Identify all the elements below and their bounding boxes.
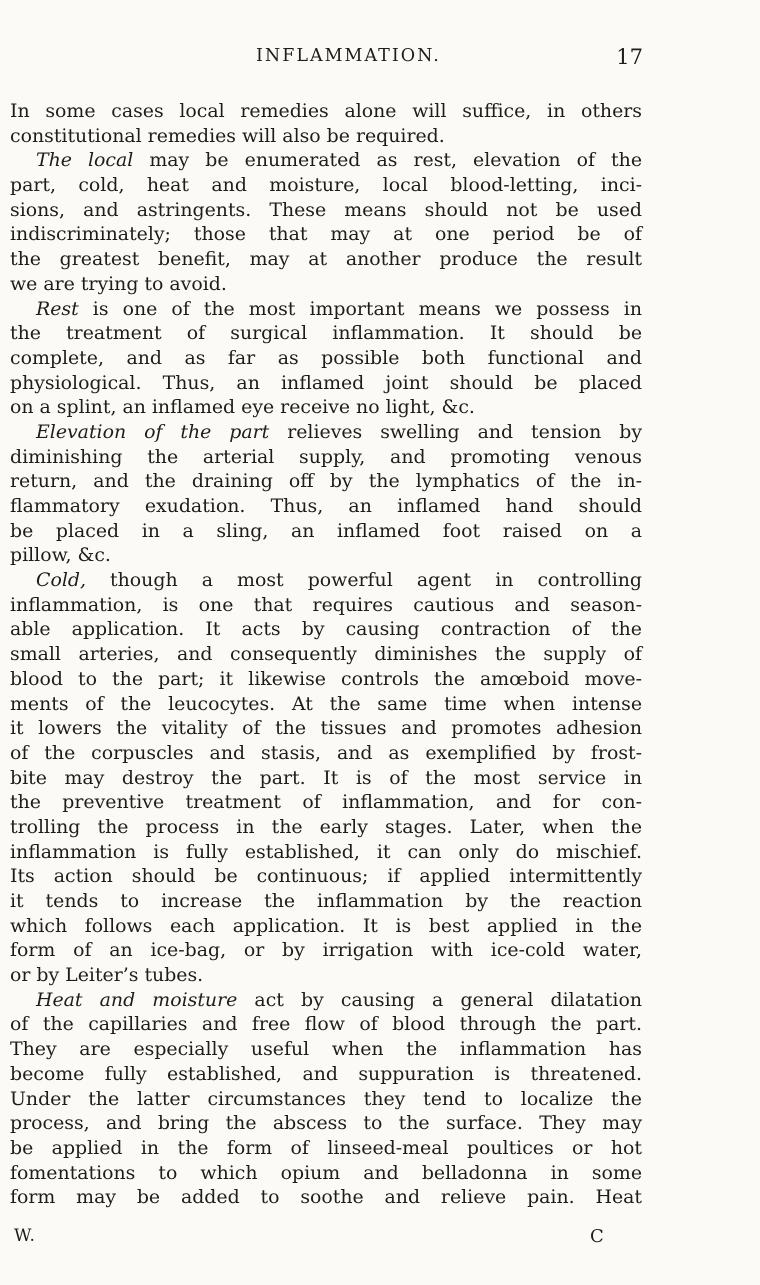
line-text: flammatory exudation. Thus, an inflamed hand should [10,495,642,517]
line-text: relieves swelling and tension by [269,420,642,443]
text-line [10,99,642,124]
line-text: be applied in the form of linseed-meal poultices or hot [10,1136,642,1159]
line-text: or by Leiter’s tubes. [10,964,204,987]
line-text: diminishing the arterial supply, and promoting venous [10,445,642,468]
line-text: They are especially useful when the inflammation has [10,1038,642,1061]
italic-term: Rest [36,297,79,320]
text-line [10,469,642,494]
line-text: pillow, &c. [10,544,111,567]
line-text: which follows each application. It is best applied in the [10,914,642,937]
line-text: return, and the draining off by the lymphatics of the in- [10,470,642,493]
text-line [10,1037,642,1062]
running-title: INFLAMMATION. [256,46,441,66]
line-text: trolling the process in the early stages. Later, when the [10,815,642,838]
text-line [10,297,642,322]
line-text: is one of the most important means we possess in [78,297,642,320]
line-text: fomentations to which opium and belladonna in some [10,1161,642,1184]
text-line [10,1161,642,1186]
text-line [10,716,642,741]
italic-term: Cold, [36,569,86,592]
line-text: part, cold, heat and moisture, local blood-letting, inci- [10,174,642,197]
line-text: inflammation, is one that requires cautious and season- [10,593,642,616]
text-line [10,568,642,593]
text-line [10,198,642,223]
text-line [10,692,642,717]
text-line [10,222,642,247]
line-text: of the capillaries and free flow of blood through the part. [10,1013,642,1036]
text-line [10,938,642,963]
text-line [10,124,642,149]
line-text: process, and bring the abscess to the surface. They may [10,1112,642,1135]
text-line [10,790,642,815]
line-text: the treatment of surgical inflammation. It should be [10,322,642,345]
body-text [10,99,642,1210]
text-line [10,519,642,544]
line-text: Under the latter circumstances they tend to localize the [10,1087,642,1110]
signature-letter: W. [14,1226,36,1246]
text-line [10,1062,642,1087]
text-line [10,1087,642,1112]
line-text: form may be added to soothe and relieve pain. Heat [10,1186,642,1209]
text-line [10,173,642,198]
text-line [10,1185,642,1210]
text-line [10,346,642,371]
text-line [10,445,642,470]
text-line [10,395,642,420]
line-text: of the corpuscles and stasis, and as exemplified by frost- [10,741,642,764]
text-line [10,741,642,766]
text-line [10,371,642,396]
signature-mark: C [590,1226,604,1247]
text-line [10,247,642,272]
line-text: may be enumerated as rest, elevation of the [133,149,642,172]
line-text: form of an ice-bag, or by irrigation with ice-cold water, [10,939,642,962]
text-line [10,321,642,346]
line-text: blood to the part; it likewise controls the amœboid move- [10,667,642,690]
line-text: the greatest benefit, may at another produce the result [10,248,642,271]
line-text: small arteries, and consequently diminishes the supply of [10,643,642,666]
text-line [10,815,642,840]
line-text: bite may destroy the part. It is of the most service in [10,766,642,789]
line-text: it tends to increase the inflammation by the reaction [10,890,642,912]
text-line [10,864,642,889]
line-text: Its action should be continuous; if applied intermittently [10,865,642,888]
text-line [10,1012,642,1037]
line-text: be placed in a sling, an inflamed foot raised on a [10,519,642,542]
line-text: act by causing a general dilatation [237,988,642,1011]
text-line [10,617,642,642]
line-text: complete, and as far as possible both functional and [10,346,642,369]
line-text: sions, and astringents. These means should not be used [10,198,642,221]
line-text: on a splint, an inflamed eye receive no light, &c. [10,396,475,419]
text-line [10,988,642,1013]
line-text: the preventive treatment of inflammation, and for con- [10,791,642,814]
italic-term: Heat and moisture [36,988,238,1011]
text-line [10,914,642,939]
line-text: inflammation is fully established, it can only do mischief. [10,840,642,863]
text-line [10,543,642,568]
text-line [10,1111,642,1136]
italic-term: Elevation of the part [36,420,270,443]
line-text: it lowers the vitality of the tissues and promotes adhesion [10,717,642,740]
text-line [10,766,642,791]
text-line [10,272,642,297]
line-text: able application. It acts by causing contraction of the [10,618,642,641]
line-text: ments of the leucocytes. At the same time when intense [10,692,642,715]
text-line [10,840,642,865]
italic-term: The local [36,149,134,172]
text-line [10,642,642,667]
text-line [10,889,642,914]
text-line [10,667,642,692]
text-line [10,494,642,519]
text-line [10,593,642,618]
line-text: we are trying to avoid. [10,272,227,295]
text-line [10,148,642,173]
text-line [10,963,642,988]
line-text: constitutional remedies will also be required. [10,124,445,147]
line-text: indiscriminately; those that may at one period be of [10,223,642,246]
page-number: 17 [616,45,643,69]
text-line [10,1136,642,1161]
line-text: become fully established, and suppuration is threatened. [10,1062,642,1085]
line-text: In some cases local remedies alone will suffice, in others [10,100,642,122]
line-text: though a most powerful agent in controlling [85,569,642,592]
text-line [10,420,642,445]
line-text: physiological. Thus, an inflamed joint should be placed [10,371,642,394]
